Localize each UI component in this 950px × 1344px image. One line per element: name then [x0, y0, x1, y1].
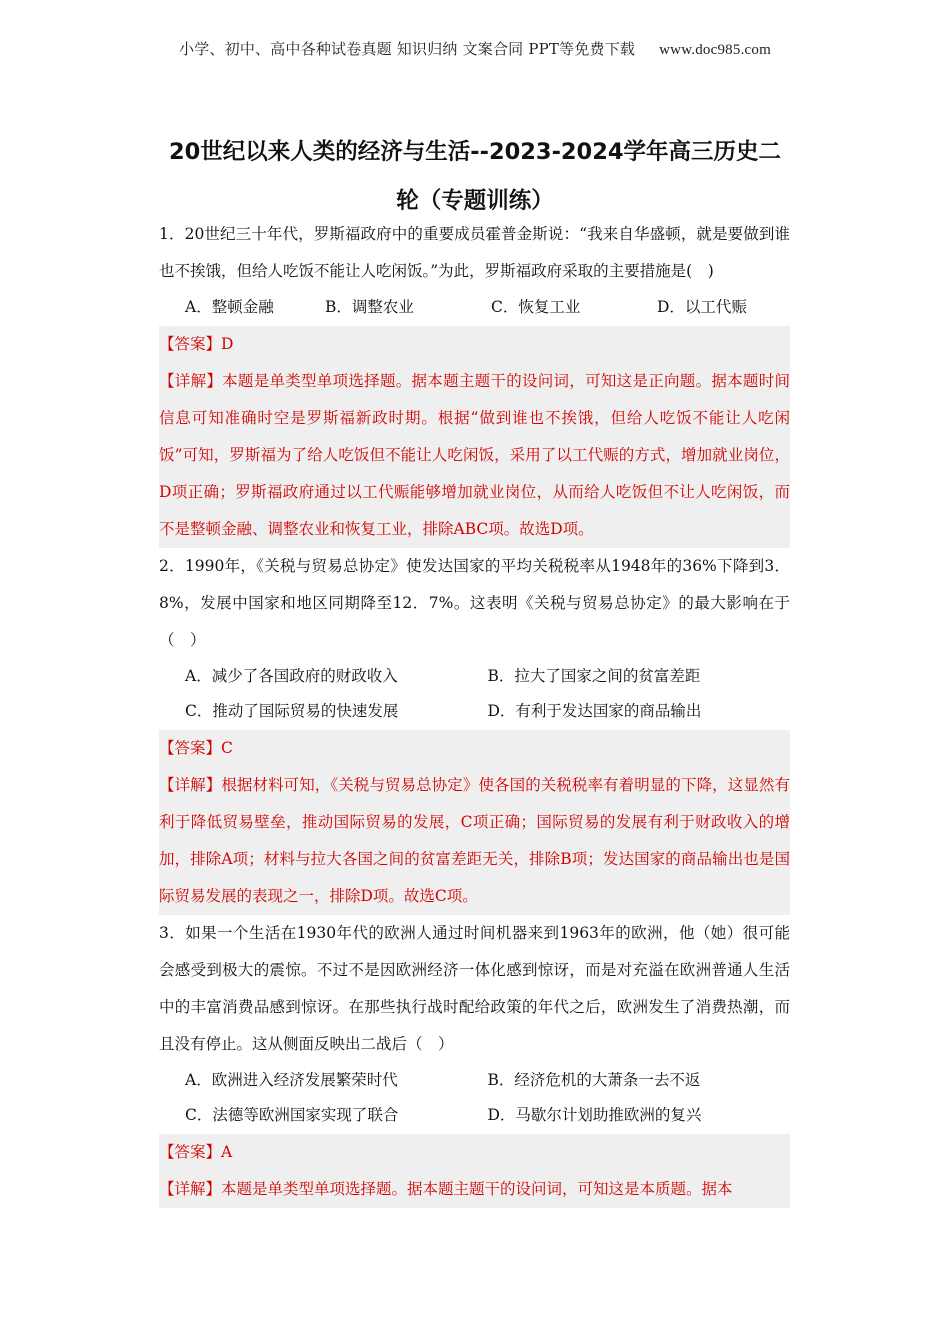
answer-label: 【答案】A: [159, 1143, 233, 1161]
answer-block: [159, 730, 790, 915]
options-row: [159, 1063, 790, 1098]
header-text: 小学、初中、高中各种试卷真题 知识归纳 文案合同 PPT等免费下载: [179, 40, 636, 58]
options-row: [159, 1098, 790, 1133]
title-line-1: 20世纪以来人类的经济与生活--2023-2024学年高三历史二: [168, 139, 782, 165]
option-b: B．拉大了国家之间的贫富差距: [487, 667, 701, 685]
answer-detail: 【详解】本题是单类型单项选择题。据本题主题干的设问词，可知这是本质题。据本: [159, 1180, 733, 1198]
options-row: [159, 290, 790, 325]
answer-label: 【答案】D: [159, 335, 234, 353]
question-3: [159, 915, 790, 1208]
options-row: [159, 659, 790, 694]
answer-block: [159, 326, 790, 548]
question-list: [159, 216, 790, 1208]
question-stem: 1．20世纪三十年代，罗斯福政府中的重要成员霍普金斯说：“我来自华盛顿，就是要做到谁也不挨饿，但给人吃饭不能让人吃闲饭。”为此，罗斯福政府采取的主要措施是( ): [159, 225, 790, 280]
option-a: A．减少了各国政府的财政收入: [185, 667, 398, 685]
answer-detail: 【详解】本题是单类型单项选择题。据本题主题干的设问词，可知这是正向题。据本题时间信息可知准确时空是罗斯福新政时期。根据“做到谁也不挨饿，但给人吃饭不能让人吃闲饭”可知，罗斯福为了给人吃饭但不能让人吃闲饭，采用了以工代赈的方式，增加就业岗位，D项正确；罗斯福政府通过以工代赈能够增加就业岗位，从而给人吃饭但不让人吃闲饭，而不是整顿金融、调整农业和恢复工业，排除ABC项。故选D项。: [159, 372, 790, 538]
options-row: [159, 694, 790, 729]
option-d: D．有利于发达国家的商品输出: [487, 702, 702, 720]
question-stem: 3．如果一个生活在1930年代的欧洲人通过时间机器来到1963年的欧洲，他（她）很可能会感受到极大的震惊。不过不是因欧洲经济一体化感到惊讶，而是对充溢在欧洲普通人生活中的丰富消费品感到惊讶。在那些执行战时配给政策的年代之后，欧洲发生了消费热潮，而且没有停止。这从侧面反映出二战后（ ）: [159, 924, 790, 1053]
question-1: [159, 216, 790, 548]
option-b: B．经济危机的大萧条一去不返: [487, 1071, 701, 1089]
answer-detail: 【详解】根据材料可知，《关税与贸易总协定》使各国的关税税率有着明显的下降，这显然有利于降低贸易壁垒，推动国际贸易的发展，C项正确；国际贸易的发展有利于财政收入的增加，排除A项；材料与拉大各国之间的贫富差距无关，排除B项；发达国家的商品输出也是国际贸易发展的表现之一，排除D项。故选C项。: [159, 776, 790, 905]
answer-label: 【答案】C: [159, 739, 233, 757]
answer-block: [159, 1134, 790, 1208]
option-b: B．调整农业: [325, 298, 414, 316]
option-c: C．推动了国际贸易的快速发展: [185, 702, 399, 720]
option-c: C．法德等欧洲国家实现了联合: [185, 1106, 399, 1124]
header-url[interactable]: www.doc985.com: [659, 42, 771, 58]
question-2: [159, 548, 790, 915]
title-line-2: 轮（专题训练）: [396, 188, 554, 214]
option-a: A．欧洲进入经济发展繁荣时代: [185, 1071, 398, 1089]
page-header: [0, 38, 950, 59]
option-a: A．整顿金融: [185, 298, 274, 316]
option-d: D．马歇尔计划助推欧洲的复兴: [487, 1106, 702, 1124]
option-c: C．恢复工业: [491, 298, 581, 316]
option-d: D．以工代赈: [657, 298, 747, 316]
page-title: [150, 128, 800, 226]
question-stem: 2．1990年，《关税与贸易总协定》使发达国家的平均关税税率从1948年的36%下降到3．8%，发展中国家和地区同期降至12．7%。这表明《关税与贸易总协定》的最大影响在于（ ）: [159, 557, 790, 649]
